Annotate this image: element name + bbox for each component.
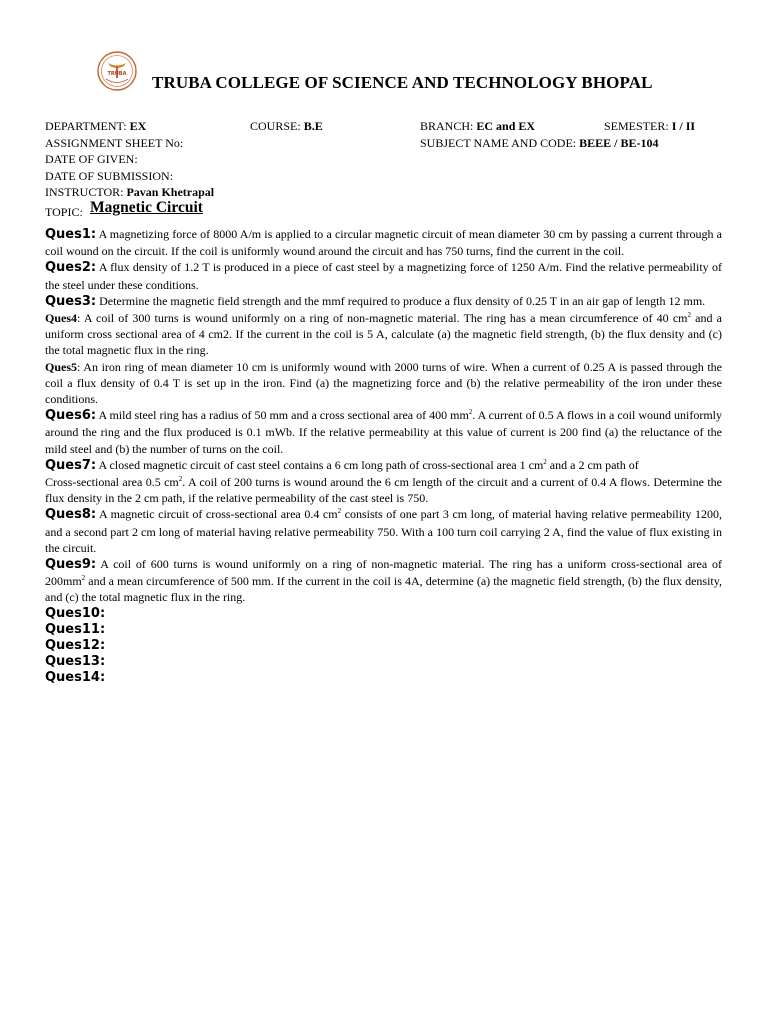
question-label: Ques5	[45, 359, 78, 374]
question-text-cont: and a 2 cm path of	[546, 457, 639, 472]
question-10: Ques10:	[45, 605, 106, 621]
question-text: A magnetizing force of 8000 A/m is applied to a circular magnetic circuit of mean diameter 30 cm by passing a current through a coil wound on the circuit. If the coil is uniformly wound around the circuit and has 750 turns, find the current in the coil.	[45, 227, 722, 259]
question-label: Ques8:	[45, 507, 97, 523]
course	[250, 118, 323, 135]
question-4	[45, 310, 722, 359]
question-text-cont: consists of one part 3 cm long, of material having relative permeability 1200, and a second part 2 cm long of material having relative permeability 750. With a 100 turn coil carrying 2 A, find the value of flux existing in the circuit.	[45, 507, 722, 555]
question-text: A coil of 600 turns is wound uniformly on a ring of non-magnetic material. The ring has a uniform cross-sectional area of 200mm	[45, 557, 722, 589]
superscript: 2	[178, 475, 183, 484]
question-2	[45, 259, 722, 292]
question-text-cont: and a mean circumference of 500 mm. If the current in the coil is 4A, determine (a) the magnetic field strength, (b) the flux density, and (c) the total magnetic flux in the ring.	[45, 574, 722, 605]
subject-label: SUBJECT NAME AND CODE:	[420, 135, 577, 150]
question-14: Ques14:	[45, 670, 106, 686]
question-label: Ques9:	[45, 557, 97, 573]
logo-text: TRUBA	[107, 71, 127, 77]
college-title: TRUBA COLLEGE OF SCIENCE AND TECHNOLOGY BHOPAL	[152, 73, 653, 92]
branch	[420, 118, 535, 135]
question-label: Ques3:	[45, 293, 97, 309]
topic-label: TOPIC:	[45, 204, 83, 219]
question-text: A flux density of 1.2 T is produced in a piece of cast steel by a magnetizing force of 1250 A/m. Find the relative permeability of the steel under these conditions.	[45, 260, 722, 292]
info-row-2	[45, 135, 725, 152]
info-block	[45, 118, 725, 221]
course-value: B.E	[303, 119, 323, 133]
questions-list	[45, 226, 722, 687]
instructor-label: INSTRUCTOR:	[45, 185, 124, 199]
date-of-submission: DATE OF SUBMISSION:	[45, 168, 174, 183]
question-text: : An iron ring of mean diameter 10 cm is uniformly wound with 2000 turns of wire. When a current of 0.25 A is passed through the coil a flux density of 0.4 T is set up in the iron. Find (a) the magnetizing force and (b) the relative permeability of the iron under these conditions.	[45, 359, 722, 407]
truba-emblem-icon	[97, 51, 137, 91]
question-text: : A coil of 300 turns is wound uniformly on a ring of non-magnetic material. The ring has a mean circumference of 40 cm	[77, 311, 688, 326]
branch-label: BRANCH:	[420, 119, 474, 133]
course-label: COURSE:	[250, 119, 301, 133]
question-3	[45, 293, 722, 310]
subject-value: BEEE / BE-104	[579, 135, 659, 150]
question-text: A magnetic circuit of cross-sectional area 0.4 cm	[99, 507, 338, 522]
question-text-cont: and a uniform cross sectional area of 4 cm2. If the current in the coil is 5 A, calculate (a) the magnetic field strength, (b) the flux density and (c) the total magnetic flux in the ring.	[45, 311, 722, 358]
question-label: Ques6:	[45, 408, 97, 424]
department	[45, 118, 146, 135]
branch-value: EC and EX	[476, 119, 536, 133]
question-label: Ques2:	[45, 260, 97, 276]
question-text: Determine the magnetic field strength and the mmf required to produce a flux density of 0.25 T in an air gap of length 12 mm.	[99, 293, 706, 308]
question-text: A closed magnetic circuit of cast steel contains a 6 cm long path of cross-sectional area 1 cm	[98, 457, 544, 472]
question-label: Ques4	[45, 311, 78, 326]
question-1	[45, 226, 722, 259]
question-12: Ques12:	[45, 638, 106, 654]
semester	[604, 118, 695, 135]
superscript: 2	[81, 574, 86, 583]
question-text: A mild steel ring has a radius of 50 mm and a cross sectional area of 400 mm	[98, 408, 469, 423]
question-text-continuation-end: . A coil of 200 turns is wound around the 6 cm length of the circuit and a current of 0.4 A flows. Determine the flux density in the 2 cm path, if the relative permeability of the cast steel is 750.	[45, 475, 722, 506]
question-5	[45, 359, 722, 408]
info-row-4	[45, 168, 725, 185]
department-label: DEPARTMENT:	[45, 119, 127, 133]
department-value: EX	[129, 119, 147, 133]
question-8	[45, 506, 722, 556]
question-label: Ques1:	[45, 227, 97, 242]
date-of-given: DATE OF GIVEN:	[45, 152, 138, 166]
semester-label: SEMESTER:	[604, 119, 669, 133]
topic-value: Magnetic Circuit	[90, 198, 203, 216]
superscript: 2	[468, 408, 473, 417]
question-text-cont: . A current of 0.5 A flows in a coil wound uniformly around the ring and the flux produced is 0.1 mWb. If the relative permeability at this value of current is 200 find (a) the reluctance of the mild steel and (b) the number of turns on the coil.	[45, 408, 722, 456]
assignment-sheet-no: ASSIGNMENT SHEET No:	[45, 135, 184, 150]
superscript: 2	[687, 311, 691, 320]
question-9	[45, 556, 722, 606]
question-6	[45, 407, 722, 457]
semester-value: I / II	[671, 119, 696, 133]
question-13: Ques13:	[45, 654, 106, 670]
question-text-continuation: Cross-sectional area 0.5 cm	[45, 475, 179, 490]
subject	[420, 135, 659, 152]
question-7	[45, 457, 722, 507]
question-11: Ques11:	[45, 621, 106, 637]
question-label: Ques7:	[45, 457, 97, 473]
topic-row	[45, 198, 725, 221]
instructor-value: Pavan Khetrapal	[126, 185, 215, 199]
info-row-3	[45, 151, 725, 168]
info-row-1	[45, 118, 725, 135]
superscript: 2	[543, 457, 547, 466]
superscript: 2	[337, 507, 342, 516]
